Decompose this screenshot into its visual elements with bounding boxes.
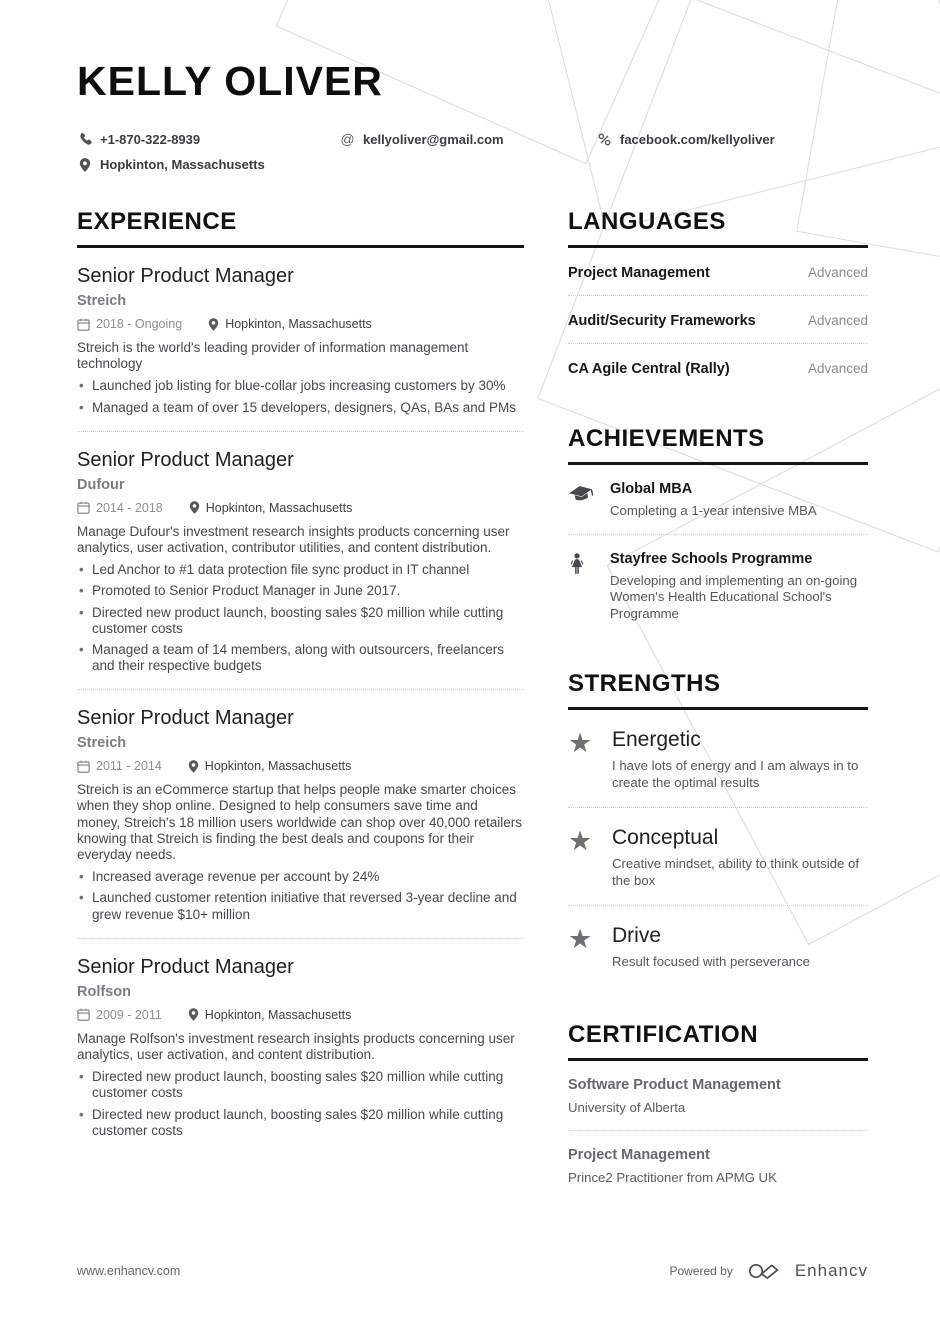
strength-name: Energetic: [612, 728, 701, 751]
achievement-name: Stayfree Schools Programme: [610, 550, 813, 567]
location-text: Hopkinton, Massachusetts: [100, 157, 265, 172]
certification-item: [568, 1131, 868, 1200]
phone-icon: [77, 132, 92, 146]
certification-issuer: University of Alberta: [568, 1099, 686, 1115]
bullet-item: • Launched job listing for blue-collar jobs increasing customers by 30%: [77, 378, 524, 394]
strength-description: Creative mindset, ability to think outside of the box: [612, 856, 860, 888]
contact-email[interactable]: [340, 131, 597, 147]
job-title: Senior Product Manager: [77, 448, 294, 471]
contact-facebook[interactable]: [597, 131, 868, 147]
achievement-item: [568, 535, 868, 637]
languages-section: [568, 208, 868, 391]
certification-item: [568, 1061, 868, 1130]
experience-title: EXPERIENCE: [77, 208, 524, 248]
achievement-item: [568, 465, 868, 534]
experience-entry: [77, 939, 524, 1154]
job-company: Dufour: [77, 476, 125, 493]
job-description: Streich is the world's leading provider of information management technology: [77, 340, 469, 372]
contact-info: [77, 131, 868, 172]
strength-item: [568, 906, 868, 987]
calendar-icon: [77, 1008, 90, 1021]
bullet-item: • Directed new product launch, boosting sales $20 million while cutting customer costs: [77, 605, 524, 637]
bullet-item: • Directed new product launch, boosting sales $20 million while cutting customer costs: [77, 1069, 524, 1101]
contact-phone: [77, 131, 340, 147]
bullet-item: • Managed a team of over 15 developers, designers, QAs, BAs and PMs: [77, 400, 524, 416]
strength-item: [568, 710, 868, 807]
job-company: Streich: [77, 735, 127, 752]
achievement-name: Global MBA: [610, 481, 693, 497]
location-icon: [77, 158, 92, 172]
language-item: [568, 248, 868, 295]
job-description: Streich is an eCommerce startup that helps people make smarter choices when they shop online. Designed to help consumers save time and money, Streich's 18 million users worldwide can shop over 40,000 retailers knowing that Streich is finding the best deals and coupons for their everyday needs.: [77, 782, 523, 862]
bullet-item: • Managed a team of 14 members, along with outsourcers, freelancers and their respective budgets: [77, 642, 524, 674]
location-icon: [188, 1008, 199, 1021]
facebook-url: facebook.com/kellyoliver: [620, 131, 775, 147]
achievements-section: [568, 425, 868, 636]
achievement-description: Completing a 1-year intensive MBA: [610, 503, 817, 518]
job-location: Hopkinton, Massachusetts: [208, 317, 372, 331]
graduation-cap-icon: [568, 481, 596, 520]
language-level: Advanced: [807, 313, 868, 328]
language-level: Advanced: [807, 265, 868, 280]
experience-entry: [77, 248, 524, 431]
job-bullets: [77, 869, 524, 923]
star-icon: ★: [568, 826, 593, 856]
email-address: kellyoliver@gmail.com: [363, 131, 504, 147]
language-item: [568, 296, 868, 343]
experience-entry: [77, 690, 524, 938]
job-dates: 2014 - 2018: [77, 501, 163, 515]
job-bullets: [77, 562, 524, 674]
at-icon: @: [340, 131, 355, 147]
location-icon: [188, 760, 199, 773]
job-dates: 2009 - 2011: [77, 1008, 162, 1022]
achievements-title: ACHIEVEMENTS: [568, 425, 868, 465]
certification-section: [568, 1021, 868, 1200]
location-icon: [208, 318, 219, 331]
footer: [77, 1260, 868, 1282]
strength-item: [568, 808, 868, 905]
strength-description: I have lots of energy and I am always in to create the optimal results: [612, 758, 859, 790]
achievement-description: Developing and implementing an on-going Women's Health Educational School's Programme: [610, 572, 858, 621]
job-location: Hopkinton, Massachusetts: [188, 1008, 352, 1022]
job-company: Rolfson: [77, 983, 131, 1000]
job-location: Hopkinton, Massachusetts: [188, 759, 352, 773]
certification-issuer: Prince2 Practitioner from APMG UK: [568, 1169, 777, 1185]
bullet-item: • Promoted to Senior Product Manager in June 2017.: [77, 583, 524, 599]
language-item: [568, 344, 868, 391]
language-name: Project Management: [568, 265, 710, 281]
bullet-item: • Launched customer retention initiative that reversed 3-year decline and grew revenue $10+ million: [77, 890, 524, 922]
job-location: Hopkinton, Massachusetts: [189, 501, 353, 515]
link-icon: [597, 133, 612, 146]
strengths-title: STRENGTHS: [568, 670, 868, 710]
star-icon: ★: [568, 728, 593, 758]
strengths-section: [568, 670, 868, 987]
calendar-icon: [77, 318, 90, 331]
bullet-item: • Led Anchor to #1 data protection file sync product in IT channel: [77, 562, 524, 578]
calendar-icon: [77, 501, 90, 514]
job-bullets: [77, 1069, 524, 1139]
bullet-item: • Increased average revenue per account by 24%: [77, 869, 524, 885]
certification-name: Software Product Management: [568, 1076, 781, 1093]
strength-name: Drive: [612, 924, 662, 947]
person-icon: [568, 551, 596, 623]
job-description: Manage Dufour's investment research insights products concerning user analytics, user activation, contributor utilities, and content distribution.: [77, 523, 510, 555]
calendar-icon: [77, 760, 90, 773]
certification-name: Project Management: [568, 1146, 710, 1163]
job-company: Streich: [77, 293, 127, 309]
language-name: CA Agile Central (Rally): [568, 361, 730, 377]
languages-title: LANGUAGES: [568, 208, 868, 248]
job-title: Senior Product Manager: [77, 265, 294, 287]
phone-number: +1-870-322-8939: [100, 131, 201, 147]
header: [77, 58, 868, 172]
strength-description: Result focused with perseverance: [612, 954, 810, 969]
job-dates: 2011 - 2014: [77, 759, 162, 773]
experience-section: [77, 208, 524, 1200]
language-name: Audit/Security Frameworks: [568, 313, 756, 329]
star-icon: ★: [568, 924, 593, 954]
enhancv-brand-name[interactable]: Enhancv: [794, 1261, 868, 1280]
enhancv-logo-icon: [747, 1260, 781, 1282]
powered-by-label: Powered by: [669, 1264, 733, 1278]
language-level: Advanced: [807, 361, 868, 376]
experience-entry: [77, 432, 524, 690]
contact-location: [77, 157, 340, 172]
job-bullets: [77, 378, 524, 415]
job-title: Senior Product Manager: [77, 955, 294, 978]
job-dates: 2018 - Ongoing: [77, 317, 182, 331]
job-title: Senior Product Manager: [77, 707, 294, 730]
person-name: KELLY OLIVER: [77, 58, 383, 104]
strength-name: Conceptual: [612, 826, 719, 849]
job-description: Manage Rolfson's investment research insights products concerning user analytics, user activation, and content distribution.: [77, 1030, 515, 1062]
certification-title: CERTIFICATION: [568, 1021, 868, 1061]
bullet-item: • Directed new product launch, boosting sales $20 million while cutting customer costs: [77, 1107, 524, 1139]
footer-website-link[interactable]: www.enhancv.com: [77, 1264, 181, 1278]
location-icon: [189, 501, 200, 514]
